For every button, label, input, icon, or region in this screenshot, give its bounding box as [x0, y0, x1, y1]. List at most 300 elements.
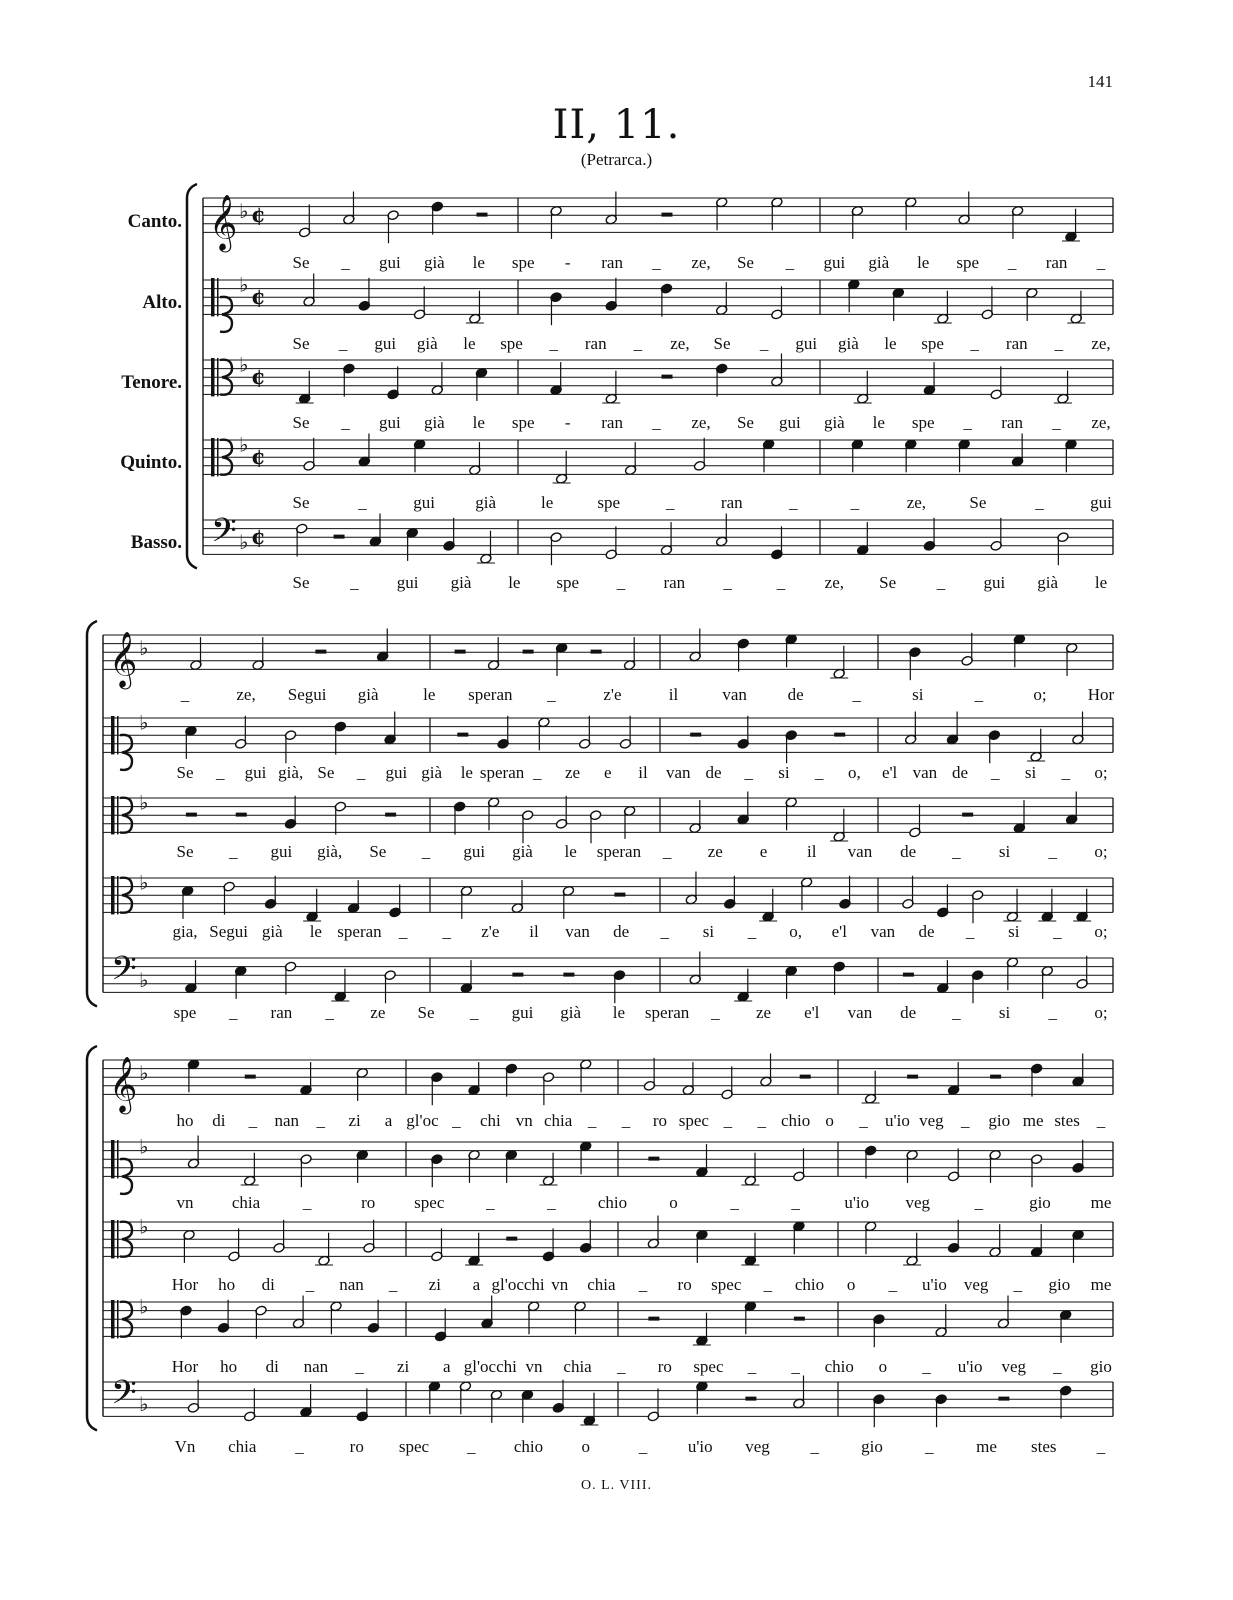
lyric-syllable: Se: [292, 573, 310, 592]
lyric-syllable: spec: [711, 1275, 742, 1294]
lyric-syllable: u'io: [844, 1193, 870, 1212]
lyric-syllable: chi: [479, 1111, 501, 1130]
lyric-syllable: già: [475, 493, 497, 512]
lyric-syllable: spe: [597, 493, 621, 512]
lyric-syllable: _: [936, 573, 946, 592]
lyric-syllable: si: [998, 842, 1011, 861]
rest: [457, 733, 468, 737]
lyric-syllable: _: [785, 253, 795, 272]
lyric-syllable: _: [341, 413, 350, 432]
lyric-syllable: e: [759, 842, 768, 861]
lyric-syllable: speran: [337, 922, 382, 941]
lyric-syllable: gl'occhi: [463, 1357, 517, 1376]
c-clef: [117, 1220, 119, 1258]
lyric-syllable: ze,: [1091, 334, 1111, 353]
lyric-syllable: o: [846, 1275, 856, 1294]
key-signature-flat: ♭: [139, 1061, 149, 1086]
lyric-syllable: le: [872, 413, 885, 432]
lyric-syllable: ran: [720, 493, 743, 512]
lyric-syllable: le: [1094, 573, 1108, 592]
lyric-syllable: ro: [657, 1357, 672, 1376]
lyric-syllable: gui: [379, 253, 401, 272]
lyric-syllable: z'e: [481, 922, 500, 941]
lyric-syllable: già: [261, 922, 283, 941]
rest: [591, 650, 602, 654]
lyric-syllable: già: [421, 763, 443, 782]
lyric-syllable: _: [852, 685, 861, 704]
rest: [745, 1397, 756, 1401]
lyric-syllable: a: [384, 1111, 393, 1130]
lyric-syllable: _: [228, 842, 238, 861]
lyric-syllable: gui: [270, 842, 293, 861]
lyric-syllable: _: [341, 253, 350, 272]
lyric-syllable: ho: [218, 1275, 236, 1294]
lyric-syllable: _: [888, 1275, 898, 1294]
lyric-syllable: ze,: [691, 253, 711, 272]
lyric-syllable: il: [807, 842, 817, 861]
lyric-syllable: gio: [988, 1111, 1011, 1130]
lyric-syllable: gui: [396, 573, 419, 592]
lyric-syllable: _: [421, 842, 431, 861]
lyric-syllable: u'io: [957, 1357, 983, 1376]
lyric-syllable: _: [228, 1003, 238, 1022]
c-clef: [211, 438, 215, 476]
lyric-syllable: già,: [317, 842, 343, 861]
lyric-syllable: van: [722, 685, 747, 704]
time-signature: ¢: [251, 444, 266, 470]
lyric-syllable: _: [1048, 842, 1058, 861]
lyric-syllable: ze,: [824, 573, 845, 592]
lyric-syllable: veg: [963, 1275, 989, 1294]
lyric-syllable: spe: [556, 573, 580, 592]
lyric-syllable: spe: [921, 334, 944, 353]
lyric-syllable: me: [1022, 1111, 1044, 1130]
lyric-syllable: _: [587, 1111, 597, 1130]
lyric-syllable: già: [868, 253, 890, 272]
lyric-syllable: chio: [597, 1193, 628, 1212]
lyric-syllable: ro: [652, 1111, 668, 1130]
lyric-syllable: gui: [379, 413, 401, 432]
lyric-syllable: _: [757, 1111, 766, 1130]
lyric-syllable: ze: [755, 1003, 772, 1022]
lyric-syllable: _: [965, 922, 975, 941]
rest: [523, 650, 534, 654]
lyric-syllable: _: [711, 1003, 720, 1022]
lyric-syllable: gl'occhi: [491, 1275, 545, 1294]
lyric-syllable: ran: [663, 573, 686, 592]
lyric-syllable: Se: [176, 763, 194, 782]
lyric-syllable: _: [652, 253, 661, 272]
lyric-syllable: speran: [479, 763, 525, 782]
lyric-syllable: _: [467, 1437, 476, 1456]
lyric-syllable: ran: [601, 253, 623, 272]
lyric-syllable: o;: [1094, 922, 1108, 941]
bass-clef: 𝄢: [111, 1373, 137, 1420]
lyric-syllable: Se: [292, 334, 310, 353]
lyric-syllable: gui: [795, 334, 818, 353]
c-clef: [211, 358, 215, 396]
lyric-syllable: gio: [861, 1437, 883, 1456]
lyric-syllable: me: [976, 1437, 997, 1456]
lyric-syllable: _: [549, 334, 558, 353]
lyric-syllable: _: [952, 1003, 961, 1022]
lyric-syllable: _: [215, 763, 225, 782]
key-signature-flat: ♭: [139, 967, 149, 992]
lyric-syllable: il: [638, 763, 648, 782]
lyric-syllable: gui: [244, 763, 267, 782]
key-signature-flat: ♭: [239, 352, 249, 377]
rest: [794, 1317, 805, 1321]
lyric-syllable: veg: [1001, 1357, 1027, 1376]
rest: [661, 213, 672, 217]
key-signature-flat: ♭: [139, 636, 149, 661]
lyric-syllable: -: [564, 413, 571, 432]
lyric-syllable: a: [472, 1275, 481, 1294]
lyric-syllable: già: [560, 1003, 582, 1022]
lyric-syllable: nan: [303, 1357, 329, 1376]
c-clef: [111, 1140, 115, 1178]
lyric-syllable: chia: [563, 1357, 592, 1376]
lyric-syllable: zi: [396, 1357, 410, 1376]
lyric-syllable: gui: [413, 493, 435, 512]
lyric-syllable: _: [763, 1275, 773, 1294]
lyric-syllable: ze,: [1091, 413, 1111, 432]
part-label-basso: Basso.: [130, 532, 182, 553]
lyric-syllable: _: [338, 334, 348, 353]
lyric-syllable: spe: [500, 334, 523, 353]
lyric-syllable: _: [789, 493, 798, 512]
lyric-syllable: già: [423, 413, 445, 432]
lyric-syllable: nan: [339, 1275, 364, 1294]
lyric-syllable: già,: [278, 763, 304, 782]
c-clef: [111, 1300, 115, 1338]
rest: [506, 1237, 517, 1241]
lyric-syllable: _: [356, 763, 366, 782]
system-brace: [87, 621, 97, 1006]
lyric-syllable: _: [388, 1275, 398, 1294]
lyric-syllable: Hor: [171, 1275, 199, 1294]
lyric-syllable: _: [859, 1111, 868, 1130]
rest: [648, 1157, 659, 1161]
lyric-syllable: _: [398, 922, 408, 941]
lyric-syllable: si: [702, 922, 715, 941]
lyric-syllable: chia: [228, 1437, 257, 1456]
lyric-syllable: Se: [292, 253, 310, 272]
lyric-syllable: o: [878, 1357, 888, 1376]
lyric-syllable: chio: [513, 1437, 544, 1456]
lyric-syllable: ro: [349, 1437, 364, 1456]
lyric-syllable: spe: [173, 1003, 197, 1022]
page-footer: O. L. VIII.: [580, 1478, 652, 1493]
lyric-syllable: _: [747, 922, 757, 941]
lyric-syllable: _: [316, 1111, 325, 1130]
c-clef: [117, 876, 119, 914]
lyric-syllable: Hor: [1087, 685, 1115, 704]
lyric-syllable: _: [652, 413, 661, 432]
lyric-syllable: _: [723, 1111, 733, 1130]
lyric-syllable: già: [512, 842, 533, 861]
lyric-syllable: Se: [292, 413, 310, 432]
lyric-syllable: si: [778, 763, 790, 782]
lyric-syllable: _: [723, 573, 732, 592]
lyric-syllable: Se: [317, 763, 335, 782]
lyric-syllable: Se: [292, 493, 310, 512]
lyric-syllable: o;: [1094, 842, 1108, 861]
treble-clef: 𝄞: [109, 1056, 138, 1113]
lyric-syllable: le: [460, 763, 473, 782]
piece-title: II, 11.: [552, 102, 681, 148]
lyric-syllable: gio: [1048, 1275, 1071, 1294]
key-signature-flat: ♭: [139, 1134, 149, 1159]
lyric-syllable: zi: [428, 1275, 441, 1294]
lyric-syllable: Se: [369, 842, 387, 861]
lyric-syllable: ro: [677, 1275, 692, 1294]
lyric-syllable: de: [787, 685, 804, 704]
part-label-quinto: Quinto.: [120, 452, 182, 473]
lyric-syllable: spec: [398, 1437, 430, 1456]
lyric-syllable: _: [850, 493, 860, 512]
lyric-syllable: Se: [969, 493, 987, 512]
lyric-syllable: Se: [736, 253, 754, 272]
rest: [907, 1075, 918, 1079]
lyric-syllable: van: [565, 922, 590, 941]
lyric-syllable: di: [265, 1357, 279, 1376]
lyric-syllable: spec: [414, 1193, 445, 1212]
lyric-syllable: ze,: [236, 685, 256, 704]
lyric-syllable: gl'oc: [406, 1111, 439, 1130]
lyric-syllable: _: [1061, 763, 1071, 782]
lyric-syllable: ze,: [906, 493, 927, 512]
lyric-syllable: _: [1096, 1437, 1106, 1456]
lyric-syllable: _: [1035, 493, 1044, 512]
lyric-syllable: _: [665, 493, 675, 512]
lyric-syllable: _: [180, 685, 190, 704]
lyric-syllable: le: [917, 253, 930, 272]
lyric-syllable: chia: [587, 1275, 616, 1294]
lyric-syllable: vn: [551, 1275, 569, 1294]
lyric-syllable: u'io: [885, 1111, 910, 1130]
lyric-syllable: _: [547, 685, 556, 704]
time-signature: ¢: [251, 364, 266, 390]
lyric-syllable: _: [1007, 253, 1017, 272]
lyric-syllable: _: [633, 334, 643, 353]
lyric-syllable: gui: [374, 334, 397, 353]
lyric-syllable: _: [358, 493, 367, 512]
rest: [614, 893, 625, 897]
key-signature-flat: ♭: [139, 1391, 149, 1416]
rest: [236, 813, 247, 817]
time-signature: ¢: [251, 524, 266, 550]
lyric-syllable: _: [350, 573, 359, 592]
lyric-syllable: le: [541, 493, 554, 512]
rest: [903, 973, 914, 977]
rest: [315, 650, 326, 654]
lyric-syllable: le: [472, 253, 485, 272]
lyric-syllable: zi: [348, 1111, 361, 1130]
c-clef: [111, 716, 115, 754]
lyric-syllable: vn: [515, 1111, 533, 1130]
key-signature-flat: ♭: [139, 710, 149, 735]
lyric-syllable: Se: [713, 334, 731, 353]
lyric-syllable: ran: [270, 1003, 293, 1022]
lyric-syllable: _: [791, 1357, 800, 1376]
lyric-syllable: spe: [911, 413, 935, 432]
treble-clef: 𝄞: [109, 631, 138, 688]
lyric-syllable: _: [974, 1193, 984, 1212]
lyric-syllable: o: [825, 1111, 834, 1130]
c-clef: [211, 278, 215, 316]
time-signature: ¢: [251, 202, 266, 228]
rest: [334, 535, 345, 539]
lyric-syllable: _: [1052, 413, 1061, 432]
part-label-alto: Alto.: [142, 292, 182, 313]
lyric-syllable: Se: [879, 573, 897, 592]
time-signature: ¢: [251, 284, 266, 310]
lyric-syllable: le: [423, 685, 436, 704]
lyric-syllable: _: [759, 334, 769, 353]
lyric-syllable: o,: [848, 763, 861, 782]
lyric-syllable: Segui: [287, 685, 327, 704]
c-clef: [111, 876, 115, 914]
lyric-syllable: _: [442, 922, 451, 941]
lyric-syllable: chio: [781, 1111, 811, 1130]
lyric-syllable: _: [1054, 334, 1064, 353]
rest: [834, 733, 845, 737]
key-signature-flat: ♭: [239, 199, 249, 224]
lyric-syllable: spec: [693, 1357, 724, 1376]
lyric-syllable: de: [918, 922, 935, 941]
key-signature-flat: ♭: [239, 272, 249, 297]
lyric-syllable: gui: [511, 1003, 534, 1022]
lyric-syllable: già: [423, 253, 445, 272]
c-clef: [117, 1140, 119, 1178]
lyric-syllable: già: [416, 334, 438, 353]
lyric-syllable: il: [668, 685, 679, 704]
lyric-syllable: le: [309, 922, 322, 941]
lyric-syllable: de: [613, 922, 630, 941]
c-clef: [217, 438, 219, 476]
lyric-syllable: si: [912, 685, 924, 704]
lyric-syllable: gui: [823, 253, 846, 272]
rest: [962, 813, 973, 817]
lyric-syllable: si: [1024, 763, 1037, 782]
lyric-syllable: _: [302, 1193, 312, 1212]
lyric-syllable: già: [823, 413, 845, 432]
lyric-syllable: -: [564, 253, 571, 272]
lyric-syllable: _: [974, 685, 984, 704]
lyric-syllable: _: [533, 763, 542, 782]
lyric-syllable: ho: [176, 1111, 194, 1130]
lyric-syllable: _: [963, 413, 972, 432]
lyric-syllable: vn: [525, 1357, 543, 1376]
lyric-syllable: gui: [463, 842, 486, 861]
lyric-syllable: veg: [919, 1111, 944, 1130]
rest: [245, 1075, 256, 1079]
rest: [998, 1397, 1009, 1401]
lyric-syllable: gio: [1029, 1193, 1051, 1212]
lyric-syllable: chio: [794, 1275, 825, 1294]
lyric-syllable: o: [669, 1193, 678, 1212]
lyric-syllable: già: [837, 334, 859, 353]
bass-clef: 𝄢: [111, 949, 137, 996]
lyric-syllable: ze,: [670, 334, 690, 353]
c-clef: [117, 1300, 119, 1338]
lyric-syllable: o;: [1033, 685, 1047, 704]
rest: [563, 973, 574, 977]
c-clef: [217, 358, 219, 396]
lyric-syllable: o;: [1094, 763, 1108, 782]
lyric-syllable: ro: [361, 1193, 376, 1212]
lyric-syllable: _: [638, 1275, 648, 1294]
key-signature-flat: ♭: [139, 790, 149, 815]
lyric-syllable: le: [463, 334, 476, 353]
lyric-syllable: _: [662, 842, 672, 861]
key-signature-flat: ♭: [239, 432, 249, 457]
lyric-syllable: van: [912, 763, 938, 782]
lyric-syllable: stes: [1054, 1111, 1080, 1130]
lyric-syllable: o;: [1094, 1003, 1108, 1022]
bass-clef: 𝄢: [211, 511, 237, 558]
lyric-syllable: _: [547, 1193, 556, 1212]
lyric-syllable: e: [603, 763, 612, 782]
lyric-syllable: _: [810, 1437, 819, 1456]
c-clef: [111, 1220, 115, 1258]
rest: [648, 1317, 659, 1321]
lyric-syllable: ran: [601, 413, 623, 432]
lyric-syllable: e'l: [881, 763, 898, 782]
rest: [455, 650, 466, 654]
lyric-syllable: ze: [707, 842, 723, 861]
lyric-syllable: _: [616, 573, 626, 592]
lyric-syllable: o: [581, 1437, 590, 1456]
lyric-syllable: chia: [544, 1111, 573, 1130]
lyric-syllable: vn: [176, 1193, 194, 1212]
lyric-syllable: _: [744, 763, 753, 782]
lyric-syllable: de: [952, 763, 969, 782]
lyric-syllable: me: [1090, 1193, 1112, 1212]
part-label-canto: Canto.: [127, 211, 182, 232]
lyric-syllable: e'l: [831, 922, 847, 941]
c-clef: [117, 716, 119, 754]
lyric-syllable: de: [900, 1003, 917, 1022]
lyric-syllable: Se: [736, 413, 754, 432]
rest: [512, 973, 523, 977]
lyric-syllable: ran: [1045, 253, 1068, 272]
lyric-syllable: _: [791, 1193, 800, 1212]
lyric-syllable: le: [564, 842, 577, 861]
lyric-syllable: veg: [905, 1193, 931, 1212]
lyric-syllable: e'l: [804, 1003, 820, 1022]
c-clef: [217, 278, 219, 316]
lyric-syllable: _: [248, 1111, 258, 1130]
rest: [990, 1075, 1001, 1079]
rest: [690, 733, 701, 737]
poet-attribution: (Petrarca.): [580, 150, 653, 169]
c-clef: [117, 796, 119, 834]
lyric-syllable: _: [325, 1003, 334, 1022]
rest: [661, 375, 672, 379]
lyric-syllable: _: [638, 1437, 648, 1456]
lyric-syllable: speran: [596, 842, 642, 861]
lyric-syllable: Vn: [174, 1437, 196, 1456]
lyric-syllable: spe: [511, 253, 535, 272]
lyric-syllable: _: [922, 1357, 931, 1376]
lyric-syllable: _: [486, 1193, 495, 1212]
rest: [800, 1075, 811, 1079]
lyric-syllable: spe: [956, 253, 980, 272]
lyric-syllable: _: [355, 1357, 364, 1376]
lyric-syllable: _: [814, 763, 824, 782]
